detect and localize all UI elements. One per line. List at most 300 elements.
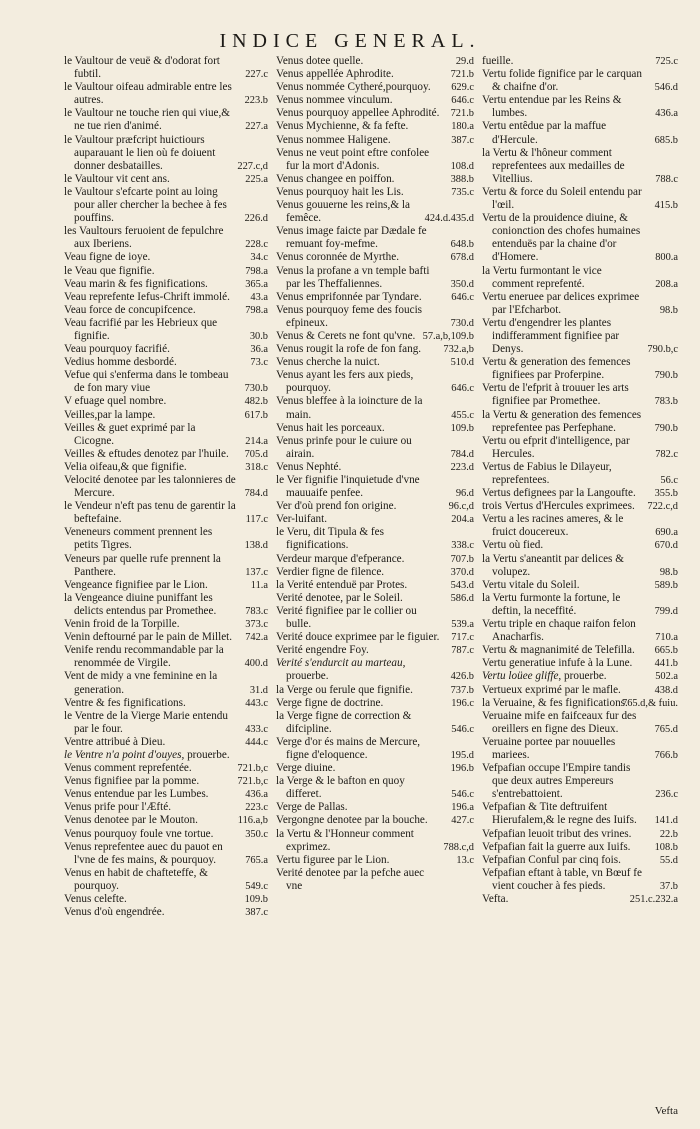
page-reference: 737.b bbox=[450, 684, 474, 696]
index-entry bbox=[276, 500, 474, 513]
page-reference: 441.b bbox=[654, 658, 678, 670]
index-entry bbox=[64, 251, 268, 264]
page-reference: 543.d bbox=[450, 579, 474, 591]
page-reference: 546.c bbox=[451, 789, 474, 801]
page-reference: 387.c bbox=[245, 907, 268, 919]
entry-text: Vertu où fied. bbox=[482, 539, 544, 552]
page-reference: 227.c,d bbox=[237, 160, 268, 172]
page-reference: 370.d bbox=[450, 566, 474, 578]
entry-text: la Vertu furmonte la fortune, le deftin, la neceffité. bbox=[482, 591, 621, 617]
entry-text: Verdeur marque d'efperance. bbox=[276, 552, 405, 565]
index-entry bbox=[64, 55, 268, 81]
entry-text: Vertu triple en chaque raifon felon Anacharfis. bbox=[482, 618, 636, 644]
entry-text: Vertu ou efprit d'intelligence, par Hercules. bbox=[482, 434, 630, 460]
page-reference: 783.c bbox=[245, 605, 268, 617]
entry-text: Verité fignifiee par le collier ou bulle. bbox=[276, 604, 417, 631]
entry-text: Venife rendu recommandable par la renommée de Virgile. bbox=[64, 644, 224, 670]
page-reference: 721.b,c bbox=[237, 763, 268, 775]
page-reference: 732.a,b bbox=[443, 344, 474, 356]
page-reference: 251.c.232.a bbox=[629, 894, 678, 905]
index-entry bbox=[276, 801, 474, 814]
page-reference: 589.b bbox=[654, 579, 678, 591]
page-reference: 766.b bbox=[654, 749, 678, 761]
entry-text: Vertu de la prouidence diuine, & conionction des chofes humaines entenduës par la chaine d'or d'Homere. bbox=[482, 212, 641, 264]
index-entry bbox=[64, 409, 268, 422]
entry-text: Veau facrifié par les Hebrieux que fignifie. bbox=[64, 316, 218, 342]
index-entry bbox=[276, 657, 474, 683]
entry-text: Verité douce exprimee par le figuier. bbox=[276, 631, 440, 644]
entry-text: Vefue qui s'enferma dans le tombeau de fon mary viue bbox=[64, 369, 229, 395]
index-entry bbox=[276, 605, 474, 631]
index-entry bbox=[482, 697, 678, 710]
page-reference: 109.b bbox=[450, 422, 474, 434]
index-entry bbox=[276, 526, 474, 552]
index-entry bbox=[64, 81, 268, 107]
entry-text: Vertu eneruee par delices exprimee par l'Efcharbot. bbox=[482, 290, 640, 316]
entry-text: Verité denotee, par le Soleil. bbox=[276, 591, 403, 604]
page-reference: 787.c bbox=[451, 645, 474, 657]
entry-text: le Vaultour præfcript huictiours auparauant le lien où fe doiuent donner desbatailles. bbox=[64, 133, 216, 172]
entry-text: Venus pourquoy appellee Aphrodité. bbox=[276, 107, 440, 120]
entry-text: Veilles & eftudes denotez par l'huile. bbox=[64, 447, 229, 460]
index-entry bbox=[276, 461, 474, 474]
page-reference: 725.c bbox=[655, 56, 678, 67]
entry-text: Ver-luifant. bbox=[276, 513, 328, 526]
index-entry bbox=[64, 867, 268, 893]
index-entry bbox=[482, 579, 678, 592]
index-entry bbox=[276, 304, 474, 330]
entry-text: Venus nommée Cytheré,pourquoy. bbox=[276, 81, 431, 94]
page-reference: 436.a bbox=[655, 108, 678, 120]
entry-text: Venus emprifonnée par Tyndare. bbox=[276, 290, 422, 303]
index-entry bbox=[482, 356, 678, 382]
entry-text: le Ventre n'a point d'ouyes, prouerbe. bbox=[64, 748, 230, 761]
page-reference: 387.c bbox=[451, 134, 474, 146]
index-entry bbox=[482, 265, 678, 291]
index-entry bbox=[64, 697, 268, 710]
index-entry bbox=[64, 670, 268, 696]
entry-text: la Vertu & generation des femences reprefentee pas Perfephane. bbox=[482, 408, 642, 434]
index-entry bbox=[276, 173, 474, 186]
index-entry bbox=[276, 513, 474, 526]
entry-text: le Veau que fignifie. bbox=[64, 264, 155, 277]
entry-text: Venus & Cerets ne font qu'vne. bbox=[276, 329, 416, 342]
index-entry bbox=[482, 801, 678, 827]
index-entry bbox=[64, 134, 268, 173]
index-entry bbox=[276, 199, 474, 225]
page-reference: 138.d bbox=[244, 540, 268, 552]
page-reference: 455.c bbox=[451, 409, 474, 421]
entry-text: Vergongne denotee par la bouche. bbox=[276, 814, 428, 827]
index-entry bbox=[482, 212, 678, 264]
index-entry bbox=[482, 644, 678, 657]
index-entry bbox=[64, 343, 268, 356]
page-reference: 196.c bbox=[451, 697, 474, 709]
index-entry bbox=[276, 631, 474, 644]
page-reference: 109.b bbox=[244, 894, 268, 905]
entry-text: Verité s'endurcit au marteau, prouerbe. bbox=[276, 657, 406, 683]
entry-text: Vefpafian & Tite deftruifent Hierufalem,& le regne des Iuifs. bbox=[482, 801, 637, 827]
page-reference: 108.d bbox=[450, 160, 474, 172]
index-entry bbox=[482, 670, 678, 683]
index-column-1 bbox=[64, 55, 268, 919]
page-reference: 539.a bbox=[451, 619, 474, 631]
index-entry bbox=[64, 788, 268, 801]
page-reference: 400.d bbox=[244, 658, 268, 670]
page-reference: 800.a bbox=[655, 252, 678, 264]
entry-text: Venus pourquoy hait les Lis. bbox=[276, 185, 404, 198]
index-entry bbox=[64, 500, 268, 526]
index-entry bbox=[276, 422, 474, 435]
entry-text: Veruaine mife en faifceaux fur des oreillers en figne des Dieux. bbox=[482, 709, 637, 735]
page-reference: 204.a bbox=[451, 514, 474, 526]
entry-text: Vertu entêdue par la maffue d'Hercule. bbox=[482, 120, 607, 146]
page-reference: 117.c bbox=[245, 514, 268, 526]
page-reference: 799.d bbox=[654, 605, 678, 617]
entry-text: Venus denotee par le Mouton. bbox=[64, 814, 198, 827]
page-reference: 721.b bbox=[450, 108, 474, 120]
page-reference: 433.c bbox=[245, 723, 268, 735]
page-reference: 227.a bbox=[245, 121, 268, 133]
entry-text: Vertu & force du Soleil entendu par l'œil. bbox=[482, 185, 642, 212]
entry-text: Velia oifeau,& que fignifie. bbox=[64, 460, 187, 473]
page-reference: 783.b bbox=[654, 396, 678, 408]
entry-text: Venus rougit la rofe de fon fang. bbox=[276, 343, 422, 356]
entry-text: Vengeance fignifiee par le Lion. bbox=[64, 578, 208, 591]
index-entry bbox=[64, 225, 268, 251]
entry-text: la Verge ou ferule que fignifie. bbox=[276, 683, 413, 696]
index-entry bbox=[482, 186, 678, 212]
page-reference: 350.d bbox=[450, 278, 474, 290]
entry-text: Veilles & guet exprimé par la Cicogne. bbox=[64, 421, 196, 447]
entry-text: la Vengeance diuine puniffant les delicts entendus par Promethee. bbox=[64, 591, 217, 617]
index-entry bbox=[64, 736, 268, 749]
index-entry bbox=[482, 618, 678, 644]
entry-text: Verdier figne de filence. bbox=[276, 565, 385, 578]
entry-text: Venus comment reprefentée. bbox=[64, 762, 192, 775]
page-reference: 438.d bbox=[654, 684, 678, 696]
index-entry bbox=[64, 553, 268, 579]
index-entry bbox=[482, 841, 678, 854]
entry-text: Vertu a les racines ameres, & le fruict doucereux. bbox=[482, 513, 624, 539]
page-reference: 717.c bbox=[451, 632, 474, 644]
page-reference: 546.c bbox=[451, 723, 474, 735]
page-reference: 549.c bbox=[245, 880, 268, 892]
page-reference: 108.b bbox=[654, 841, 678, 853]
entry-text: Venus Nephté. bbox=[276, 460, 342, 473]
entry-text: Venus fignifiee par la pomme. bbox=[64, 775, 200, 788]
index-entry bbox=[482, 867, 678, 893]
index-entry bbox=[64, 173, 268, 186]
page-reference: 196.a bbox=[451, 802, 474, 814]
entry-text: Vertu entendue par les Reins & lumbes. bbox=[482, 94, 622, 120]
page-reference: 735.c bbox=[451, 186, 474, 198]
index-entry bbox=[482, 68, 678, 94]
page-reference: 784.d bbox=[450, 448, 474, 460]
index-entry bbox=[482, 513, 678, 539]
entry-text: Vertu de l'efprit à trouuer les arts fignifiee par Promethee. bbox=[482, 382, 629, 408]
page-reference: 225.a bbox=[245, 173, 268, 185]
entry-text: Venin deftourné par le pain de Millet. bbox=[64, 631, 233, 644]
entry-text: le Vaultour s'efcarte point au loing pour aller chercher la bechee à fes pouffins. bbox=[64, 185, 227, 225]
page-reference: 707.b bbox=[450, 553, 474, 565]
entry-text: Venus image faicte par Dædale fe remuant foy-mefme. bbox=[276, 225, 427, 251]
entry-text: Ver d'où prend fon origine. bbox=[276, 500, 397, 513]
index-entry bbox=[64, 801, 268, 814]
index-entry bbox=[64, 304, 268, 317]
page-reference: 196.b bbox=[450, 763, 474, 775]
page-reference: 37.b bbox=[659, 880, 678, 892]
entry-text: la Vertu & l'hôneur comment reprefentees aux medailles de Vitellius. bbox=[482, 146, 625, 185]
index-entry bbox=[482, 553, 678, 579]
index-entry bbox=[276, 684, 474, 697]
index-entry bbox=[276, 186, 474, 199]
page-reference: 586.d bbox=[450, 592, 474, 604]
entry-text: Venus ayant les fers aux pieds, pourquoy. bbox=[276, 369, 414, 395]
index-entry bbox=[276, 579, 474, 592]
page-reference: 790.b bbox=[654, 370, 678, 382]
entry-text: Ventre attribué à Dieu. bbox=[64, 735, 166, 748]
index-entry bbox=[276, 828, 474, 854]
index-entry bbox=[64, 841, 268, 867]
page-reference: 180.a bbox=[451, 121, 474, 133]
index-entry bbox=[276, 474, 474, 500]
index-entry bbox=[64, 749, 268, 762]
index-entry bbox=[482, 291, 678, 317]
entry-text: le Ver fignifie l'inquietude d'vne mauuaife penfee. bbox=[276, 474, 420, 500]
index-entry bbox=[64, 893, 268, 906]
index-entry bbox=[64, 775, 268, 788]
page-reference: 98.b bbox=[659, 566, 678, 578]
page-reference: 29.d bbox=[455, 56, 474, 67]
page-reference: 318.c bbox=[245, 461, 268, 473]
index-entry bbox=[64, 474, 268, 500]
page-reference: 798.a bbox=[245, 304, 268, 316]
page-reference: 782.c bbox=[655, 448, 678, 460]
page-reference: 30.b bbox=[249, 330, 268, 342]
page-reference: 43.a bbox=[250, 291, 268, 303]
entry-text: fueille. bbox=[482, 55, 514, 67]
page-reference: 721.b,c bbox=[237, 776, 268, 788]
page-reference: 722.c,d bbox=[647, 501, 678, 513]
page-reference: 788.c,d bbox=[443, 841, 474, 853]
index-entry bbox=[276, 762, 474, 775]
page-reference: 13.c bbox=[456, 854, 474, 866]
entry-text: Venus pourquoy foule vne tortue. bbox=[64, 827, 214, 840]
entry-text: les Vaultours feruoient de fepulchre aux Iberiens. bbox=[64, 225, 224, 251]
index-entry bbox=[64, 461, 268, 474]
index-entry bbox=[276, 814, 474, 827]
entry-text: Venus la profane a vn temple bafti par les Theffaliennes. bbox=[276, 264, 430, 290]
entry-text: Venus pourquoy feme des foucis efpineux. bbox=[276, 303, 423, 329]
entry-text: Venus prife pour l'Æfté. bbox=[64, 801, 172, 814]
page-reference: 482.b bbox=[244, 396, 268, 408]
index-entry bbox=[276, 265, 474, 291]
entry-text: la Vertu furmontant le vice comment reprefenté. bbox=[482, 264, 602, 290]
page-reference: 236.c bbox=[655, 789, 678, 801]
index-entry bbox=[482, 893, 678, 906]
index-entry bbox=[64, 644, 268, 670]
page-reference: 784.d bbox=[244, 488, 268, 500]
index-entry bbox=[276, 867, 474, 893]
page-reference: 765.a bbox=[245, 854, 268, 866]
entry-text: le Ventre de la Vierge Marie entendu par le four. bbox=[64, 709, 228, 735]
index-entry bbox=[276, 644, 474, 657]
entry-text: Venus d'où engendrée. bbox=[64, 906, 165, 919]
page-reference: 96.c,d bbox=[448, 501, 474, 513]
index-entry bbox=[482, 684, 678, 697]
entry-text: la Verge figne de correction & difcipline. bbox=[276, 709, 412, 735]
index-entry bbox=[482, 147, 678, 186]
entry-text: la Verité entenduë par Protes. bbox=[276, 578, 408, 591]
page-reference: 646.c bbox=[451, 95, 474, 107]
index-entry bbox=[64, 828, 268, 841]
entry-text: Ventre & fes fignifications. bbox=[64, 696, 186, 709]
index-entry bbox=[64, 631, 268, 644]
entry-text: Vefpafian fait la guerre aux Iuifs. bbox=[482, 840, 631, 853]
index-entry bbox=[482, 854, 678, 867]
entry-text: Vefta. bbox=[482, 893, 509, 905]
entry-text: Venus dotee quelle. bbox=[276, 55, 364, 67]
entry-text: trois Vertus d'Hercules exprimees. bbox=[482, 500, 635, 513]
page-header: INDICE GENERAL. bbox=[219, 30, 481, 52]
entry-text: Velocité denotee par les talonnieres de Mercure. bbox=[64, 474, 236, 500]
entry-text: Vertu loüee gliffe, prouerbe. bbox=[482, 670, 607, 683]
entry-text: Vertu & generation des femences fignifiees par Proferpine. bbox=[482, 356, 631, 382]
index-entry bbox=[276, 251, 474, 264]
index-entry bbox=[64, 186, 268, 225]
entry-text: la Vertu & l'Honneur comment exprimez. bbox=[276, 827, 414, 853]
entry-text: le Veru, dit Tipula & fes fignifications. bbox=[276, 526, 384, 552]
entry-text: Veau figne de ioye. bbox=[64, 251, 151, 264]
entry-text: Verge de Pallas. bbox=[276, 801, 348, 814]
index-entry bbox=[276, 343, 474, 356]
index-entry bbox=[64, 356, 268, 369]
entry-text: Venus reprefentee auec du pauot en l'vne de fes mains, & pourquoy. bbox=[64, 840, 223, 866]
page-reference: 502.a bbox=[655, 671, 678, 683]
entry-text: Veau force de concupifcence. bbox=[64, 303, 196, 316]
entry-text: la Vertu s'aneantit par delices & volupez. bbox=[482, 552, 624, 578]
index-entry bbox=[276, 697, 474, 710]
page-reference: 141.d bbox=[654, 815, 678, 827]
entry-text: Vefpafian leuoit tribut des vrines. bbox=[482, 827, 632, 840]
page-reference: 223.d bbox=[450, 461, 474, 473]
page-reference: 665.b bbox=[654, 645, 678, 657]
index-entry bbox=[482, 409, 678, 435]
page-reference: 223.b bbox=[244, 95, 268, 107]
index-entry bbox=[482, 487, 678, 500]
entry-text: Vefpafian Conful par cinq fois. bbox=[482, 853, 621, 866]
page-reference: 227.c bbox=[245, 69, 268, 81]
entry-text: Venus prinfe pour le cuiure ou airain. bbox=[276, 434, 412, 460]
index-entry bbox=[64, 291, 268, 304]
page-reference: 365.a bbox=[245, 278, 268, 290]
index-entry bbox=[64, 814, 268, 827]
page-reference: 710.a bbox=[655, 632, 678, 644]
page-reference: 721.b bbox=[450, 69, 474, 81]
index-entry bbox=[64, 579, 268, 592]
index-entry bbox=[276, 81, 474, 94]
entry-text: Vertu d'engendrer les plantes indifferamment fignifiee par Denys. bbox=[482, 316, 620, 356]
index-entry bbox=[482, 736, 678, 762]
entry-text: Vefpafian eftant à table, vn Bœuf fe vient coucher à fes pieds. bbox=[482, 866, 642, 892]
page-reference: 57.a,b,109.b bbox=[422, 330, 474, 342]
entry-text: Veneurs par quelle rufe prennent la Panthere. bbox=[64, 552, 221, 578]
index-entry bbox=[64, 278, 268, 291]
index-entry bbox=[482, 317, 678, 356]
page-reference: 98.b bbox=[659, 304, 678, 316]
entry-text: Vedius homme desbordé. bbox=[64, 356, 177, 369]
entry-text: Veau marin & fes fignifications. bbox=[64, 277, 208, 290]
catchword: Vefta bbox=[654, 1105, 678, 1117]
index-entry bbox=[276, 68, 474, 81]
page-reference: 350.c bbox=[245, 828, 268, 840]
page-reference: 426.b bbox=[450, 671, 474, 683]
entry-text: Vertu folide fignifice par le carquan & chaifne d'or. bbox=[482, 68, 642, 94]
page-reference: 765.d bbox=[654, 723, 678, 735]
entry-text: le Vaultour vit cent ans. bbox=[64, 172, 170, 185]
index-entry bbox=[276, 854, 474, 867]
index-entry bbox=[276, 55, 474, 68]
page-reference: 31.d bbox=[249, 684, 268, 696]
index-entry bbox=[276, 710, 474, 736]
index-entry bbox=[276, 369, 474, 395]
page-reference: 195.d bbox=[450, 749, 474, 761]
entry-text: Venus nommee Haligene. bbox=[276, 133, 391, 146]
entry-text: Vefpafian occupe l'Empire tandis que deux autres Empereurs s'entrebattoient. bbox=[482, 762, 631, 801]
page-reference: 617.b bbox=[244, 409, 268, 421]
index-entry bbox=[482, 461, 678, 487]
entry-text: Veilles,par la lampe. bbox=[64, 408, 156, 421]
index-entry bbox=[276, 330, 474, 343]
entry-text: Venus cherche la nuict. bbox=[276, 356, 380, 369]
entry-text: Vent de midy a vne feminine en la generation. bbox=[64, 670, 218, 696]
page-reference: 388.b bbox=[450, 173, 474, 185]
entry-text: Venus en habit de chafteteffe, & pourquoy. bbox=[64, 866, 208, 892]
entry-text: le Vaultour ne touche rien qui viue,& ne tue rien d'animé. bbox=[64, 107, 231, 133]
index-entry bbox=[276, 566, 474, 579]
index-entry bbox=[276, 435, 474, 461]
entry-text: Vertus defignees par la Langoufte. bbox=[482, 487, 636, 500]
index-entry bbox=[276, 94, 474, 107]
entry-text: Vertu figuree par le Lion. bbox=[276, 853, 390, 866]
page-reference: 96.d bbox=[455, 488, 474, 500]
entry-text: Veau pourquoy facrifié. bbox=[64, 343, 170, 356]
index-entry bbox=[64, 369, 268, 395]
entry-text: Venus appellée Aphrodite. bbox=[276, 68, 394, 81]
entry-text: Venus changee en poiffon. bbox=[276, 172, 395, 185]
page-reference: 510.d bbox=[450, 357, 474, 369]
entry-text: Verité denotee par la pefche auec vne bbox=[276, 866, 425, 892]
entry-text: Vertus de Fabius le Dilayeur, reprefentees. bbox=[482, 460, 612, 486]
index-entry bbox=[276, 592, 474, 605]
entry-text: le Vaultour de veuë & d'odorat fort fubtil. bbox=[64, 55, 220, 81]
index-entry bbox=[482, 762, 678, 801]
page-reference: 629.c bbox=[451, 82, 474, 94]
entry-text: Venus hait les porceaux. bbox=[276, 421, 385, 434]
index-entry bbox=[64, 317, 268, 343]
index-entry bbox=[64, 265, 268, 278]
index-entry bbox=[64, 395, 268, 408]
page-reference: 355.b bbox=[654, 488, 678, 500]
page-reference: 36.a bbox=[250, 344, 268, 356]
page-reference: 436.a bbox=[245, 789, 268, 801]
entry-text: Vertueux exprimé par le mafle. bbox=[482, 683, 621, 696]
page-reference: 790.b,c bbox=[647, 344, 678, 356]
index-entry bbox=[64, 710, 268, 736]
index-entry bbox=[276, 134, 474, 147]
page-reference: 444.c bbox=[245, 736, 268, 748]
